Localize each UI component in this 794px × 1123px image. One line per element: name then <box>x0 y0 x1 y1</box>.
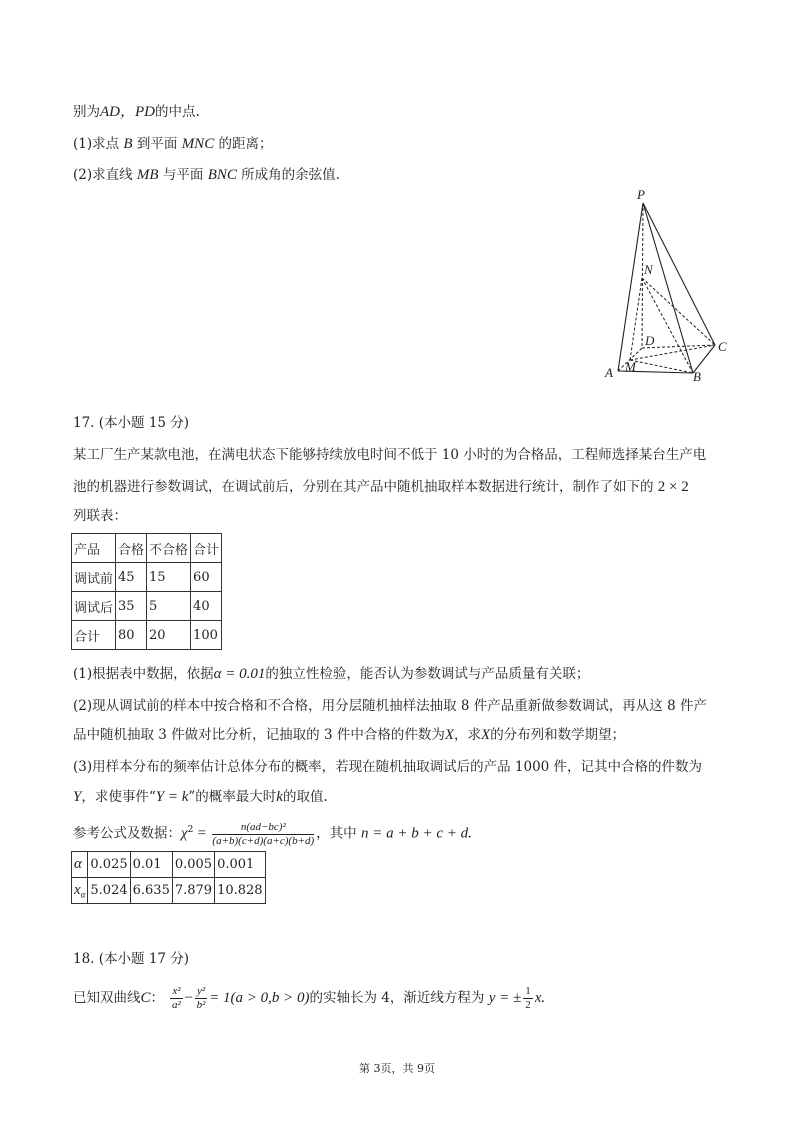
math: Y <box>73 789 82 805</box>
chi-square-fraction <box>212 822 314 847</box>
math: k <box>276 789 283 805</box>
text: 的分布列和数学期望； <box>490 727 626 743</box>
table-row <box>72 621 222 650</box>
denominator: (a+b)(c+d)(a+c)(b+d) <box>212 834 315 847</box>
subquestion-3-line-1: (3)用样本分布的频率估计总体分布的概率，若现在随机抽取调试后的产品 1000 件，记其中合格的件数为 <box>73 759 703 775</box>
table-cell: 5.024 <box>88 878 130 904</box>
contingency-table <box>71 533 222 650</box>
table-cell <box>72 878 88 904</box>
text: 的取值. <box>282 789 328 805</box>
table-cell: 45 <box>116 563 147 592</box>
subquestion-3-line-2 <box>73 787 328 807</box>
math: = 1(a > 0,b > 0) <box>209 990 310 1006</box>
edge-nm <box>630 278 642 360</box>
text: (1)根据表中数据，依据 <box>73 666 214 682</box>
label-c: C <box>718 339 727 354</box>
table-cell: 40 <box>191 592 222 621</box>
critical-values-table <box>71 851 266 904</box>
numerator: n(ad−bc)² <box>212 822 314 835</box>
intro-line <box>73 102 200 122</box>
text: ，求使事件“ <box>81 789 156 805</box>
text: 与平面 <box>162 167 204 183</box>
table-row <box>72 563 222 592</box>
table-cell: 80 <box>116 621 147 650</box>
label-p: P <box>637 187 645 202</box>
subquestion-2-line-1: (2)现从调试前的样本中按合格和不合格，用分层随机抽样法抽取 8 件产品重新做参数调试，再从这 8 件产 <box>73 698 707 714</box>
math: AD，PD <box>100 104 155 120</box>
page-footer: 第 3页，共 9页 <box>359 1062 435 1075</box>
text: ，其中 <box>316 825 357 842</box>
table-cell: 产品 <box>72 534 116 563</box>
table-header-row <box>72 534 222 563</box>
math: x <box>74 881 81 898</box>
fraction-half <box>523 986 533 1011</box>
text: 到平面 <box>136 136 178 152</box>
numerator: 1 <box>525 985 531 997</box>
math: C <box>140 990 151 1006</box>
table-cell: 0.001 <box>215 852 266 878</box>
pyramid-figure <box>598 183 738 383</box>
math: α <box>80 889 86 900</box>
text: 已知双曲线 <box>73 990 141 1006</box>
math: MB <box>136 167 159 183</box>
edge-nb <box>642 278 693 373</box>
math: X <box>481 727 491 743</box>
table-cell: 合计 <box>72 621 116 650</box>
problem-17-line-1: 某工厂生产某款电池，在满电状态下能够持续放电时间不低于 10 小时的为合格品，工程师选择某台生产电 <box>73 447 707 463</box>
reference-formula <box>73 820 472 847</box>
math: Y = k <box>155 789 189 805</box>
denominator: a² <box>172 999 181 1011</box>
fraction-y <box>195 986 207 1011</box>
problem-18-header: 18. (本小题 17 分) <box>73 951 190 967</box>
problem-17-line-3: 列联表： <box>73 508 127 524</box>
table-cell: α <box>72 852 88 878</box>
math: MNC <box>181 136 215 152</box>
table-cell: 0.005 <box>172 852 214 878</box>
table-row <box>72 878 266 904</box>
table-cell: 0.01 <box>130 852 172 878</box>
math: x. <box>534 990 546 1006</box>
question-2 <box>73 165 340 185</box>
edge-pa <box>618 203 643 371</box>
label-n: N <box>644 262 653 277</box>
denominator: 2 <box>525 999 531 1011</box>
table-cell: 调试后 <box>72 592 116 621</box>
problem-18-line-1 <box>73 984 545 1012</box>
text: 所成角的余弦值. <box>241 167 340 183</box>
text: ”的概率最大时 <box>188 789 277 805</box>
table-cell: 调试前 <box>72 563 116 592</box>
table-cell: 10.828 <box>215 878 266 904</box>
label-d: D <box>645 333 655 348</box>
table-cell: 6.635 <box>130 878 172 904</box>
text: 的中点. <box>155 104 200 120</box>
table-cell: 0.025 <box>88 852 130 878</box>
table-cell: 60 <box>191 563 222 592</box>
math: 2 <box>187 825 194 835</box>
table-cell: 合格 <box>116 534 147 563</box>
table-cell: 20 <box>147 621 191 650</box>
math: − <box>184 990 193 1006</box>
denominator: b² <box>196 999 206 1011</box>
text: 的独立性检验，能否认为参数调试与产品质量有关联； <box>265 666 590 682</box>
subquestion-2-line-2 <box>73 725 625 745</box>
fraction-x <box>170 986 182 1011</box>
math: y = ± <box>488 990 522 1006</box>
math: BNC <box>207 167 237 183</box>
text: 参考公式及数据： <box>73 825 181 842</box>
table-cell: 35 <box>116 592 147 621</box>
table-row <box>72 592 222 621</box>
table-cell: 5 <box>147 592 191 621</box>
table-cell: 7.879 <box>172 878 214 904</box>
problem-17-line-2 <box>73 477 689 497</box>
math: 2 × 2 <box>657 479 689 495</box>
edge-mc <box>630 345 715 360</box>
label-b: B <box>693 369 701 383</box>
text: 的实轴长为 4，渐近线方程为 <box>309 990 485 1006</box>
label-m: M <box>625 359 636 374</box>
math: χ <box>181 825 188 842</box>
table-header-row <box>72 852 266 878</box>
text: 池的机器进行参数调试，在调试前后，分别在其产品中随机抽取样本数据进行统计，制作了如下的 <box>73 479 654 495</box>
problem-17-header: 17. (本小题 15 分) <box>73 415 190 431</box>
subquestion-1 <box>73 664 589 684</box>
text: ，求 <box>454 727 482 743</box>
math: X <box>444 727 455 743</box>
math: α = 0.01 <box>213 666 266 682</box>
edge-pd <box>642 203 643 348</box>
numerator: x² <box>172 985 181 997</box>
text: 别为 <box>73 104 100 120</box>
numerator: y² <box>196 985 206 997</box>
math: n = a + b + c + d. <box>360 825 472 842</box>
table-cell: 100 <box>191 621 222 650</box>
text: (1)求点 <box>73 136 120 152</box>
table-cell: 合计 <box>191 534 222 563</box>
table-cell: 不合格 <box>147 534 191 563</box>
math: B <box>123 136 133 152</box>
label-a: A <box>605 365 613 380</box>
text: ： <box>150 990 165 1006</box>
text: (2)求直线 <box>73 167 133 183</box>
text: 的距离； <box>218 136 273 152</box>
question-1 <box>73 134 273 154</box>
math: = <box>197 825 207 842</box>
table-cell: 15 <box>147 563 191 592</box>
text: 品中随机抽取 3 件做对比分析，记抽取的 3 件中合格的件数为 <box>73 727 445 743</box>
